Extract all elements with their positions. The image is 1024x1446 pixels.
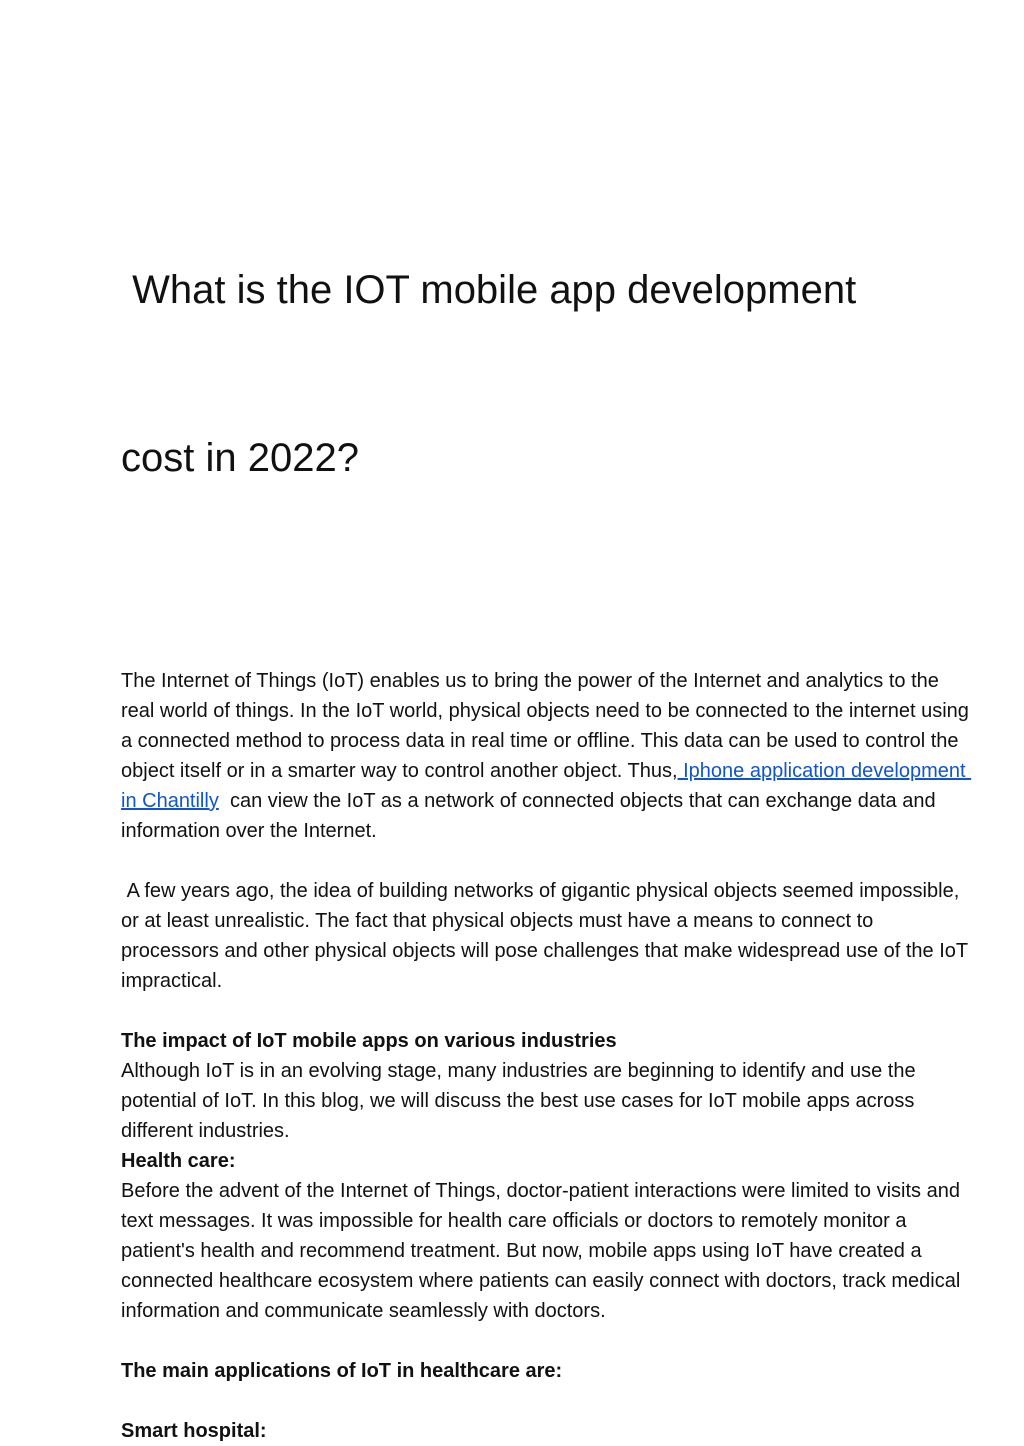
health-care-heading: Health care: [121, 1150, 236, 1172]
spacer [121, 1386, 971, 1416]
iphone-development-link[interactable]: Iphone application development in Chantilly [121, 760, 972, 812]
impact-heading: The impact of IoT mobile apps on various industries [121, 1030, 617, 1052]
intro-text-after-link: can view the IoT as a network of connected objects that can exchange data and information over the Internet. [121, 790, 942, 842]
intro-paragraph [121, 666, 975, 846]
health-care-paragraph: Before the advent of the Internet of Things, doctor-patient interactions were limited to visits and text messages. It was impossible for health care officials or doctors to remotely monitor a patient's health and recommend treatment. But now, mobile apps using IoT have created a connected healthcare ecosystem where patients can easily connect with doctors, track medical information and communicate seamlessly with doctors. [121, 1180, 966, 1322]
title-line-2: cost in 2022? [121, 436, 359, 480]
applications-heading: The main applications of IoT in healthcare are: [121, 1360, 563, 1382]
impact-paragraph: Although IoT is in an evolving stage, many industries are beginning to identify and use the potential of IoT. In this blog, we will discuss the best use cases for IoT mobile apps across different industries. [121, 1060, 922, 1142]
spacer [121, 1326, 971, 1356]
spacer [121, 846, 971, 876]
spacer [121, 996, 971, 1026]
smart-hospital-heading: Smart hospital: [121, 1420, 267, 1442]
title-line-1: What is the IOT mobile app development [121, 268, 857, 312]
intro-text-before-link: The Internet of Things (IoT) enables us to bring the power of the Internet and analytics to the real world of things. In the IoT world, physical objects need to be connected to the internet using a connected method to process data in real time or offline. This data can be used to control the object itself or in a smarter way to control another object. Thus, [121, 670, 975, 782]
document-title [121, 150, 971, 598]
document-body [121, 666, 975, 1446]
history-paragraph: A few years ago, the idea of building networks of gigantic physical objects seemed impossible, or at least unrealistic. The fact that physical objects must have a means to connect to processors and other physical objects will pose challenges that make widespread use of the IoT impractical. [121, 880, 974, 992]
document-page [121, 150, 975, 1446]
